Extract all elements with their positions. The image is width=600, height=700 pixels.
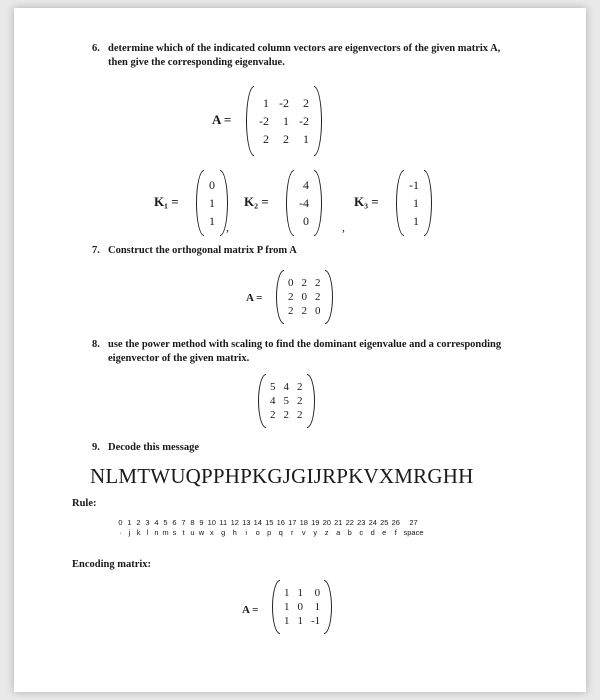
matrix-entry: 2 <box>263 131 269 146</box>
rule-letter: h <box>232 528 237 537</box>
document-page <box>14 8 586 692</box>
matrix-row <box>280 614 324 628</box>
matrix-entry: 2 <box>301 277 307 289</box>
q6-vector-k3 <box>396 170 432 236</box>
rule-letter: o <box>255 528 260 537</box>
q9-text <box>92 441 199 455</box>
q6-line1: determine which of the indicated column vectors are eigenvectors of the given matrix A, <box>108 43 501 54</box>
q9-encoding-matrix <box>272 580 332 634</box>
q9-number: 9. <box>92 442 100 453</box>
rule-number: 20 <box>322 518 331 527</box>
rule-letter: y <box>313 528 318 537</box>
rule-number: 24 <box>368 518 377 527</box>
rule-letter: m <box>162 528 169 537</box>
matrix-entry: 4 <box>270 395 276 407</box>
matrix-row <box>266 394 307 408</box>
rule-number: 26 <box>391 518 400 527</box>
matrix-entry: -2 <box>259 113 269 128</box>
matrix-entry: 2 <box>315 277 321 289</box>
matrix-entry: 2 <box>297 409 303 421</box>
matrix-entry: 2 <box>288 305 294 317</box>
q8-text <box>92 338 562 366</box>
rule-number: 8 <box>190 518 195 527</box>
matrix-row <box>254 130 314 148</box>
rule-letter: d <box>370 528 375 537</box>
rule-letter: e <box>382 528 387 537</box>
matrix-row <box>254 112 314 130</box>
matrix-row <box>284 276 325 290</box>
matrix-row <box>284 304 325 318</box>
rule-letter: s <box>172 528 177 537</box>
q7-number: 7. <box>92 245 100 256</box>
q7-matrix-a <box>276 270 333 324</box>
rule-number: 3 <box>145 518 150 527</box>
rule-letter: z <box>324 528 329 537</box>
q6-k3-label: K₃ = <box>354 194 379 209</box>
rule-number: 18 <box>299 518 308 527</box>
matrix-entry: 2 <box>297 395 303 407</box>
matrix-row <box>404 194 424 212</box>
matrix-entry: 1 <box>297 587 303 599</box>
rule-letter: q <box>278 528 283 537</box>
q6-line2: then give the corresponding eigenvalue. <box>108 57 285 68</box>
rule-letter: c <box>359 528 364 537</box>
q7-matrix-label: A = <box>246 292 263 304</box>
rule-number: 17 <box>288 518 297 527</box>
q6-matrix-label: A = <box>212 112 232 127</box>
rule-letter: a <box>336 528 341 537</box>
encoding-matrix-label: Encoding matrix: <box>72 559 152 570</box>
matrix-entry: 0 <box>314 587 321 599</box>
matrix-row <box>280 600 324 614</box>
matrix-row <box>280 586 324 600</box>
rule-number: 6 <box>172 518 177 527</box>
vector-entry: -1 <box>409 177 419 192</box>
q6-matrix-a <box>246 86 322 156</box>
rule-numbers-row <box>116 518 426 527</box>
matrix-row <box>204 176 220 194</box>
vector-entry: 1 <box>413 195 419 210</box>
rule-number: 4 <box>154 518 159 527</box>
matrix-row <box>266 408 307 422</box>
matrix-row <box>204 212 220 230</box>
matrix-row <box>294 194 314 212</box>
matrix-row <box>254 94 314 112</box>
rule-number: 14 <box>253 518 262 527</box>
matrix-row <box>404 176 424 194</box>
rule-letter: r <box>291 528 294 537</box>
rule-letter: i <box>245 528 248 537</box>
matrix-entry: 5 <box>283 395 289 407</box>
matrix-entry: 1 <box>303 131 309 146</box>
q6-comma-2: , <box>342 220 345 234</box>
q6-vector-k1 <box>196 170 228 236</box>
matrix-entry: 1 <box>284 615 290 627</box>
matrix-row <box>204 194 220 212</box>
q9-line: Decode this message <box>108 442 199 453</box>
q6-comma-1: , <box>226 220 229 234</box>
matrix-entry: 0 <box>288 277 294 289</box>
q8-number: 8. <box>92 339 100 350</box>
vector-entry: 4 <box>303 177 309 192</box>
q6-k2-label: K₂ = <box>244 194 269 209</box>
vector-entry: 1 <box>413 213 419 228</box>
matrix-entry: 4 <box>283 381 289 393</box>
matrix-row <box>294 176 314 194</box>
rule-letter: g <box>221 528 226 537</box>
q7-text <box>92 244 297 258</box>
rule-number: 2 <box>136 518 141 527</box>
rule-letter: j <box>128 528 131 537</box>
rule-letter: t <box>182 528 185 537</box>
rule-number: 13 <box>242 518 251 527</box>
matrix-entry: 2 <box>270 409 276 421</box>
q6-text <box>92 42 562 70</box>
matrix-entry: 0 <box>315 305 321 317</box>
rule-letter: f <box>394 528 397 537</box>
rule-number: 15 <box>265 518 274 527</box>
rule-number: 16 <box>276 518 285 527</box>
q6-number: 6. <box>92 43 100 54</box>
matrix-entry: 2 <box>297 381 303 393</box>
rule-number: 25 <box>380 518 389 527</box>
q8-line1: use the power method with scaling to find the dominant eigenvalue and a corresponding <box>108 339 502 350</box>
matrix-entry: 1 <box>284 601 290 613</box>
matrix-entry: -2 <box>279 95 289 110</box>
vector-entry: 1 <box>209 213 215 228</box>
rule-letter: w <box>198 528 205 537</box>
rule-number: 23 <box>357 518 366 527</box>
matrix-entry: 2 <box>283 131 289 146</box>
rule-letter: p <box>267 528 272 537</box>
q6-vector-k2 <box>286 170 322 236</box>
rule-number: 21 <box>334 518 343 527</box>
matrix-entry: 1 <box>297 615 303 627</box>
vector-entry: -4 <box>299 195 309 210</box>
rule-letter: v <box>301 528 306 537</box>
rule-number: 10 <box>207 518 216 527</box>
rule-number: 5 <box>163 518 168 527</box>
matrix-entry: 0 <box>301 291 307 303</box>
q9-matrix-label: A = <box>242 604 259 616</box>
matrix-row <box>284 290 325 304</box>
rule-number: 7 <box>181 518 186 527</box>
matrix-entry: 1 <box>314 601 321 613</box>
rule-letter: k <box>136 528 141 537</box>
matrix-row <box>404 212 424 230</box>
matrix-row <box>294 212 314 230</box>
vector-entry: 0 <box>209 177 215 192</box>
rule-letters-row <box>116 528 426 537</box>
rule-letter: · <box>119 528 122 537</box>
matrix-entry: 5 <box>270 381 276 393</box>
matrix-entry: 2 <box>283 409 289 421</box>
q8-matrix <box>258 374 315 428</box>
q7-line: Construct the orthogonal matrix P from A <box>108 245 297 256</box>
matrix-entry: -1 <box>311 615 321 627</box>
matrix-entry: 2 <box>303 95 309 110</box>
rule-letter: b <box>347 528 352 537</box>
matrix-entry: 1 <box>263 95 269 110</box>
rule-number: 11 <box>219 518 228 527</box>
rule-number: 0 <box>118 518 123 527</box>
encoded-message: NLMTWUQPPHPKGJGIJRPKVXMRGHH <box>90 464 474 488</box>
vector-entry: 0 <box>303 213 309 228</box>
rule-number: 12 <box>230 518 239 527</box>
matrix-entry: -2 <box>299 113 309 128</box>
rule-number: 19 <box>311 518 320 527</box>
rule-letter: n <box>154 528 159 537</box>
rule-label: Rule: <box>72 498 97 509</box>
rule-letter: u <box>190 528 195 537</box>
rule-number: 1 <box>127 518 132 527</box>
rule-letter: x <box>209 528 214 537</box>
matrix-entry: 1 <box>283 113 289 128</box>
q8-line2: eigenvector of the given matrix. <box>108 353 250 364</box>
rule-letter: l <box>146 528 149 537</box>
matrix-entry: 2 <box>315 291 321 303</box>
rule-number: 22 <box>345 518 354 527</box>
matrix-entry: 1 <box>284 587 290 599</box>
vector-entry: 1 <box>209 195 215 210</box>
matrix-row <box>266 380 307 394</box>
matrix-entry: 0 <box>297 601 303 613</box>
matrix-entry: 2 <box>301 305 307 317</box>
rule-letter: space <box>403 528 424 537</box>
q6-k1-label: K₁ = <box>154 194 179 209</box>
matrix-entry: 2 <box>288 291 294 303</box>
rule-number: 9 <box>199 518 204 527</box>
rule-number: 27 <box>409 518 418 527</box>
